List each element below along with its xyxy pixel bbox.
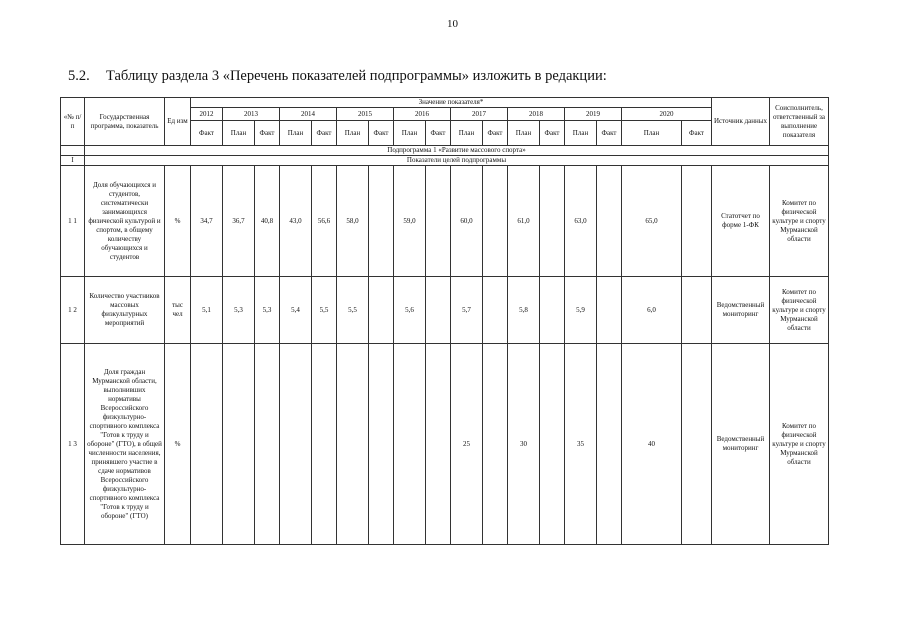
section-heading (68, 68, 607, 85)
year-header: 2020 (622, 108, 712, 121)
year-header: 2016 (394, 108, 451, 121)
plan-header: План (508, 121, 540, 146)
row-num: 1 2 (61, 277, 85, 344)
value-cell: 6,0 (622, 277, 682, 344)
fact-header: Факт (312, 121, 337, 146)
value-cell (682, 344, 712, 545)
value-cell: 5,8 (508, 277, 540, 344)
section-number: 5.2. (68, 68, 90, 84)
value-cell: 5,3 (255, 277, 280, 344)
value-cell: 40,8 (255, 166, 280, 277)
table-row (61, 277, 829, 344)
plan-header: План (223, 121, 255, 146)
value-cell (426, 277, 451, 344)
value-cell: 56,6 (312, 166, 337, 277)
indicator-name: Доля обучающихся и студентов, систематически занимающихся физической культурой и спортом, в общему количеству обучающихся и студентов (85, 166, 165, 277)
row-num: 1 3 (61, 344, 85, 545)
section-num: I (61, 156, 85, 166)
value-cell: 5,9 (565, 277, 597, 344)
indicator-unit: % (165, 166, 191, 277)
value-cell (280, 344, 312, 545)
indicators-table (60, 97, 829, 545)
value-cell: 5,6 (394, 277, 426, 344)
value-cell: 5,7 (451, 277, 483, 344)
plan-header: План (451, 121, 483, 146)
year-header: 2017 (451, 108, 508, 121)
indicator-name: Доля граждан Мурманской области, выполнивших нормативы Всероссийского физкультурно-спортивного комплекса "Готов к труду и обороне" (ГТО), в общей численности населения, принявшего участие в сдаче нормативов Всероссийского физкультурно-спортивного комплекса "Готов к труду и обороне" (ГТО) (85, 344, 165, 545)
fact-header: Факт (483, 121, 508, 146)
value-cell (597, 166, 622, 277)
year-header: 2012 (191, 108, 223, 121)
value-cell: 5,5 (337, 277, 369, 344)
value-cell: 5,4 (280, 277, 312, 344)
year-header: 2018 (508, 108, 565, 121)
value-cell: 58,0 (337, 166, 369, 277)
indicator-source: Ведомственный мониторинг (712, 277, 770, 344)
table-row (61, 166, 829, 277)
indicator-unit: тыс чел (165, 277, 191, 344)
value-cell: 34,7 (191, 166, 223, 277)
subprogram-title: Подпрограмма 1 «Развитие массового спорта» (85, 146, 829, 156)
section-title: Таблицу раздела 3 «Перечень показателей подпрограммы» изложить в редакции: (106, 68, 607, 84)
year-header: 2013 (223, 108, 280, 121)
value-cell (682, 166, 712, 277)
value-cell (597, 277, 622, 344)
value-cell (540, 277, 565, 344)
value-cell: 61,0 (508, 166, 540, 277)
header-unit: Ед изм (165, 98, 191, 146)
year-header: 2019 (565, 108, 622, 121)
fact-header: Факт (682, 121, 712, 146)
value-cell (540, 166, 565, 277)
indicator-executor: Комитет по физической культуре и спорту Мурманской области (770, 344, 829, 545)
value-cell: 35 (565, 344, 597, 545)
value-cell (337, 344, 369, 545)
value-cell (223, 344, 255, 545)
plan-header: План (394, 121, 426, 146)
year-header: 2015 (337, 108, 394, 121)
fact-header: Факт (191, 121, 223, 146)
fact-header: Факт (255, 121, 280, 146)
value-cell: 60,0 (451, 166, 483, 277)
header-num: «№ п/п (61, 98, 85, 146)
indicator-unit: % (165, 344, 191, 545)
value-cell (369, 344, 394, 545)
header-program: Государственная программа, показатель (85, 98, 165, 146)
empty-cell (61, 146, 85, 156)
value-cell: 5,5 (312, 277, 337, 344)
year-header: 2014 (280, 108, 337, 121)
value-cell (369, 166, 394, 277)
indicator-name: Количество участников массовых физкультурных мероприятий (85, 277, 165, 344)
page-number: 10 (447, 18, 458, 30)
fact-header: Факт (597, 121, 622, 146)
value-cell: 43,0 (280, 166, 312, 277)
table-row (61, 344, 829, 545)
indicator-executor: Комитет по физической культуре и спорту Мурманской области (770, 277, 829, 344)
value-cell: 63,0 (565, 166, 597, 277)
plan-header: План (337, 121, 369, 146)
value-cell (597, 344, 622, 545)
value-cell: 59,0 (394, 166, 426, 277)
value-cell: 65,0 (622, 166, 682, 277)
value-cell: 36,7 (223, 166, 255, 277)
value-cell (540, 344, 565, 545)
value-cell (394, 344, 426, 545)
header-executor: Соисполнитель, ответственный за выполнение показателя (770, 98, 829, 146)
value-cell (682, 277, 712, 344)
value-cell: 25 (451, 344, 483, 545)
value-cell: 5,3 (223, 277, 255, 344)
plan-header: План (565, 121, 597, 146)
value-cell (426, 344, 451, 545)
value-cell (312, 344, 337, 545)
fact-header: Факт (369, 121, 394, 146)
header-values-group: Значение показателя* (191, 98, 712, 108)
indicator-executor: Комитет по физической культуре и спорту Мурманской области (770, 166, 829, 277)
value-cell (369, 277, 394, 344)
row-num: 1 1 (61, 166, 85, 277)
fact-header: Факт (540, 121, 565, 146)
plan-header: План (622, 121, 682, 146)
value-cell (483, 166, 508, 277)
plan-header: План (280, 121, 312, 146)
indicator-source: Ведомственный мониторинг (712, 344, 770, 545)
value-cell: 40 (622, 344, 682, 545)
indicator-source: Статотчет по форме 1-ФК (712, 166, 770, 277)
section-label: Показатели целей подпрограммы (85, 156, 829, 166)
header-source: Источник данных (712, 98, 770, 146)
value-cell (483, 277, 508, 344)
value-cell: 30 (508, 344, 540, 545)
fact-header: Факт (426, 121, 451, 146)
value-cell (191, 344, 223, 545)
value-cell (426, 166, 451, 277)
value-cell (483, 344, 508, 545)
value-cell (255, 344, 280, 545)
value-cell: 5,1 (191, 277, 223, 344)
